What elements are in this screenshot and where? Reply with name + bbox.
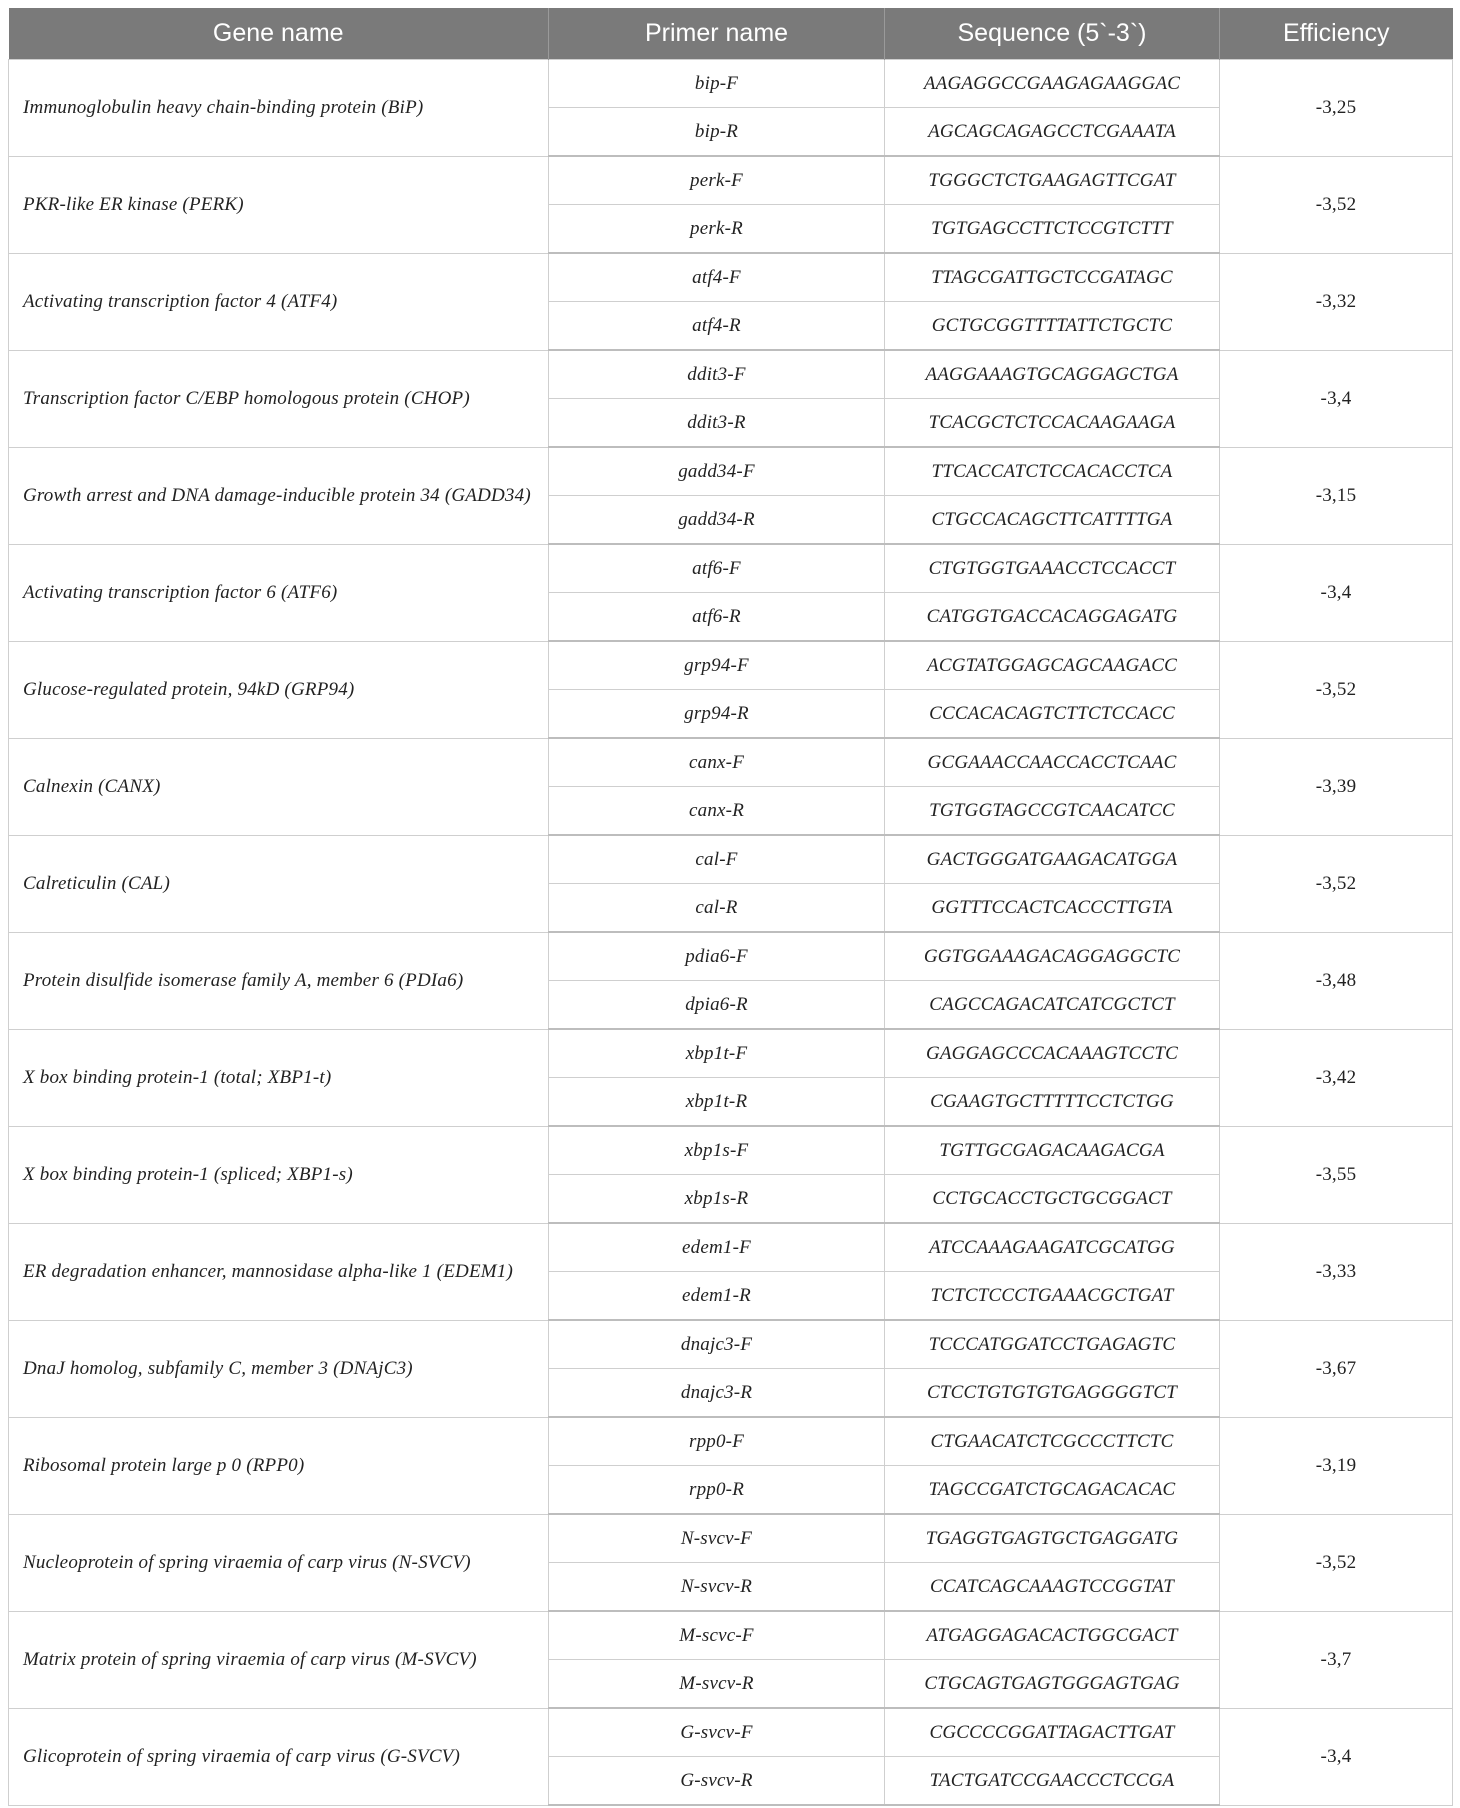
primer-table-container: [8, 8, 1452, 1806]
sequence-cell: GCTGCGGTTTTATTCTGCTC: [885, 302, 1220, 351]
gene-name-cell: Activating transcription factor 4 (ATF4): [9, 253, 549, 350]
primer-name-cell: grp94-R: [549, 690, 885, 739]
gene-name-cell: X box binding protein-1 (total; XBP1-t): [9, 1029, 549, 1126]
table-row: [9, 156, 1453, 205]
header-efficiency: Efficiency: [1220, 8, 1453, 60]
efficiency-cell: -3,52: [1220, 835, 1453, 932]
sequence-cell: TGTGGTAGCCGTCAACATCC: [885, 787, 1220, 836]
primer-name-cell: xbp1t-F: [549, 1029, 885, 1078]
header-row: [9, 8, 1453, 60]
efficiency-cell: -3,55: [1220, 1126, 1453, 1223]
table-row: [9, 60, 1453, 108]
primer-name-cell: canx-R: [549, 787, 885, 836]
sequence-cell: AAGAGGCCGAAGAGAAGGAC: [885, 60, 1220, 108]
primer-name-cell: ddit3-F: [549, 350, 885, 399]
gene-name-cell: X box binding protein-1 (spliced; XBP1-s): [9, 1126, 549, 1223]
primer-name-cell: grp94-F: [549, 641, 885, 690]
primer-name-cell: edem1-R: [549, 1272, 885, 1321]
sequence-cell: TCACGCTCTCCACAAGAAGA: [885, 399, 1220, 448]
primer-name-cell: rpp0-F: [549, 1417, 885, 1466]
efficiency-cell: -3,4: [1220, 544, 1453, 641]
efficiency-cell: -3,42: [1220, 1029, 1453, 1126]
efficiency-cell: -3,48: [1220, 932, 1453, 1029]
efficiency-cell: -3,25: [1220, 60, 1453, 157]
primer-name-cell: atf6-F: [549, 544, 885, 593]
primer-name-cell: M-scvc-F: [549, 1611, 885, 1660]
sequence-cell: CGAAGTGCTTTTTCCTCTGG: [885, 1078, 1220, 1127]
table-header: [9, 8, 1453, 60]
primer-name-cell: dnajc3-F: [549, 1320, 885, 1369]
primer-name-cell: cal-F: [549, 835, 885, 884]
sequence-cell: CTGCCACAGCTTCATTTTGA: [885, 496, 1220, 545]
table-row: [9, 641, 1453, 690]
sequence-cell: TTCACCATCTCCACACCTCA: [885, 447, 1220, 496]
sequence-cell: CCCACACAGTCTTCTCCACC: [885, 690, 1220, 739]
header-primer-name: Primer name: [549, 8, 885, 60]
efficiency-cell: -3,15: [1220, 447, 1453, 544]
gene-name-cell: Transcription factor C/EBP homologous protein (CHOP): [9, 350, 549, 447]
sequence-cell: CATGGTGACCACAGGAGATG: [885, 593, 1220, 642]
primer-name-cell: G-svcv-F: [549, 1708, 885, 1757]
table-row: [9, 1029, 1453, 1078]
primer-name-cell: bip-R: [549, 108, 885, 157]
gene-name-cell: Protein disulfide isomerase family A, member 6 (PDIa6): [9, 932, 549, 1029]
table-row: [9, 932, 1453, 981]
table-row: [9, 1611, 1453, 1660]
table-row: [9, 1417, 1453, 1466]
table-row: [9, 1708, 1453, 1757]
table-row: [9, 1320, 1453, 1369]
primer-name-cell: bip-F: [549, 60, 885, 108]
sequence-cell: GACTGGGATGAAGACATGGA: [885, 835, 1220, 884]
sequence-cell: CTGTGGTGAAACCTCCACCT: [885, 544, 1220, 593]
sequence-cell: CGCCCCGGATTAGACTTGAT: [885, 1708, 1220, 1757]
gene-name-cell: Nucleoprotein of spring viraemia of carp virus (N-SVCV): [9, 1514, 549, 1611]
sequence-cell: CTCCTGTGTGTGAGGGGTCT: [885, 1369, 1220, 1418]
sequence-cell: TACTGATCCGAACCCTCCGA: [885, 1757, 1220, 1806]
table-row: [9, 1514, 1453, 1563]
sequence-cell: ATCCAAAGAAGATCGCATGG: [885, 1223, 1220, 1272]
primer-name-cell: ddit3-R: [549, 399, 885, 448]
sequence-cell: GAGGAGCCCACAAAGTCCTC: [885, 1029, 1220, 1078]
table-row: [9, 1223, 1453, 1272]
gene-name-cell: Glucose-regulated protein, 94kD (GRP94): [9, 641, 549, 738]
sequence-cell: GGTGGAAAGACAGGAGGCTC: [885, 932, 1220, 981]
efficiency-cell: -3,4: [1220, 350, 1453, 447]
table-row: [9, 447, 1453, 496]
primer-name-cell: dnajc3-R: [549, 1369, 885, 1418]
primer-name-cell: atf4-R: [549, 302, 885, 351]
primer-name-cell: gadd34-R: [549, 496, 885, 545]
sequence-cell: CTGAACATCTCGCCCTTCTC: [885, 1417, 1220, 1466]
efficiency-cell: -3,4: [1220, 1708, 1453, 1805]
gene-name-cell: Matrix protein of spring viraemia of carp virus (M-SVCV): [9, 1611, 549, 1708]
table-row: [9, 835, 1453, 884]
gene-name-cell: Calreticulin (CAL): [9, 835, 549, 932]
primer-name-cell: N-svcv-R: [549, 1563, 885, 1612]
gene-name-cell: DnaJ homolog, subfamily C, member 3 (DNAjC3): [9, 1320, 549, 1417]
primer-name-cell: xbp1t-R: [549, 1078, 885, 1127]
primer-name-cell: gadd34-F: [549, 447, 885, 496]
primer-name-cell: N-svcv-F: [549, 1514, 885, 1563]
table-row: [9, 1126, 1453, 1175]
primer-name-cell: atf6-R: [549, 593, 885, 642]
primer-name-cell: cal-R: [549, 884, 885, 933]
header-gene-name: Gene name: [9, 8, 549, 60]
efficiency-cell: -3,52: [1220, 641, 1453, 738]
sequence-cell: GCGAAACCAACCACCTCAAC: [885, 738, 1220, 787]
efficiency-cell: -3,67: [1220, 1320, 1453, 1417]
gene-name-cell: PKR-like ER kinase (PERK): [9, 156, 549, 253]
primer-table: [8, 8, 1453, 1806]
efficiency-cell: -3,7: [1220, 1611, 1453, 1708]
table-row: [9, 738, 1453, 787]
efficiency-cell: -3,52: [1220, 1514, 1453, 1611]
sequence-cell: TAGCCGATCTGCAGACACAC: [885, 1466, 1220, 1515]
table-row: [9, 544, 1453, 593]
sequence-cell: TGTTGCGAGACAAGACGA: [885, 1126, 1220, 1175]
sequence-cell: CTGCAGTGAGTGGGAGTGAG: [885, 1660, 1220, 1709]
primer-name-cell: dpia6-R: [549, 981, 885, 1030]
sequence-cell: TGAGGTGAGTGCTGAGGATG: [885, 1514, 1220, 1563]
primer-name-cell: M-svcv-R: [549, 1660, 885, 1709]
gene-name-cell: ER degradation enhancer, mannosidase alpha-like 1 (EDEM1): [9, 1223, 549, 1320]
sequence-cell: AGCAGCAGAGCCTCGAAATA: [885, 108, 1220, 157]
primer-name-cell: edem1-F: [549, 1223, 885, 1272]
gene-name-cell: Ribosomal protein large p 0 (RPP0): [9, 1417, 549, 1514]
primer-name-cell: xbp1s-R: [549, 1175, 885, 1224]
header-sequence: Sequence (5`-3`): [885, 8, 1220, 60]
gene-name-cell: Calnexin (CANX): [9, 738, 549, 835]
gene-name-cell: Growth arrest and DNA damage-inducible protein 34 (GADD34): [9, 447, 549, 544]
sequence-cell: ATGAGGAGACACTGGCGACT: [885, 1611, 1220, 1660]
efficiency-cell: -3,33: [1220, 1223, 1453, 1320]
sequence-cell: TGTGAGCCTTCTCCGTCTTT: [885, 205, 1220, 254]
primer-name-cell: canx-F: [549, 738, 885, 787]
sequence-cell: ACGTATGGAGCAGCAAGACC: [885, 641, 1220, 690]
primer-name-cell: xbp1s-F: [549, 1126, 885, 1175]
primer-name-cell: G-svcv-R: [549, 1757, 885, 1806]
primer-name-cell: perk-R: [549, 205, 885, 254]
gene-name-cell: Immunoglobulin heavy chain-binding protein (BiP): [9, 60, 549, 157]
sequence-cell: TCCCATGGATCCTGAGAGTC: [885, 1320, 1220, 1369]
sequence-cell: TGGGCTCTGAAGAGTTCGAT: [885, 156, 1220, 205]
efficiency-cell: -3,32: [1220, 253, 1453, 350]
efficiency-cell: -3,39: [1220, 738, 1453, 835]
gene-name-cell: Activating transcription factor 6 (ATF6): [9, 544, 549, 641]
efficiency-cell: -3,19: [1220, 1417, 1453, 1514]
sequence-cell: TTAGCGATTGCTCCGATAGC: [885, 253, 1220, 302]
primer-name-cell: rpp0-R: [549, 1466, 885, 1515]
gene-name-cell: Glicoprotein of spring viraemia of carp virus (G-SVCV): [9, 1708, 549, 1805]
table-row: [9, 350, 1453, 399]
sequence-cell: AAGGAAAGTGCAGGAGCTGA: [885, 350, 1220, 399]
primer-name-cell: atf4-F: [549, 253, 885, 302]
sequence-cell: CCATCAGCAAAGTCCGGTAT: [885, 1563, 1220, 1612]
table-body: [9, 60, 1453, 1806]
efficiency-cell: -3,52: [1220, 156, 1453, 253]
primer-name-cell: perk-F: [549, 156, 885, 205]
table-row: [9, 253, 1453, 302]
sequence-cell: CAGCCAGACATCATCGCTCT: [885, 981, 1220, 1030]
sequence-cell: GGTTTCCACTCACCCTTGTA: [885, 884, 1220, 933]
sequence-cell: TCTCTCCCTGAAACGCTGAT: [885, 1272, 1220, 1321]
primer-name-cell: pdia6-F: [549, 932, 885, 981]
sequence-cell: CCTGCACCTGCTGCGGACT: [885, 1175, 1220, 1224]
